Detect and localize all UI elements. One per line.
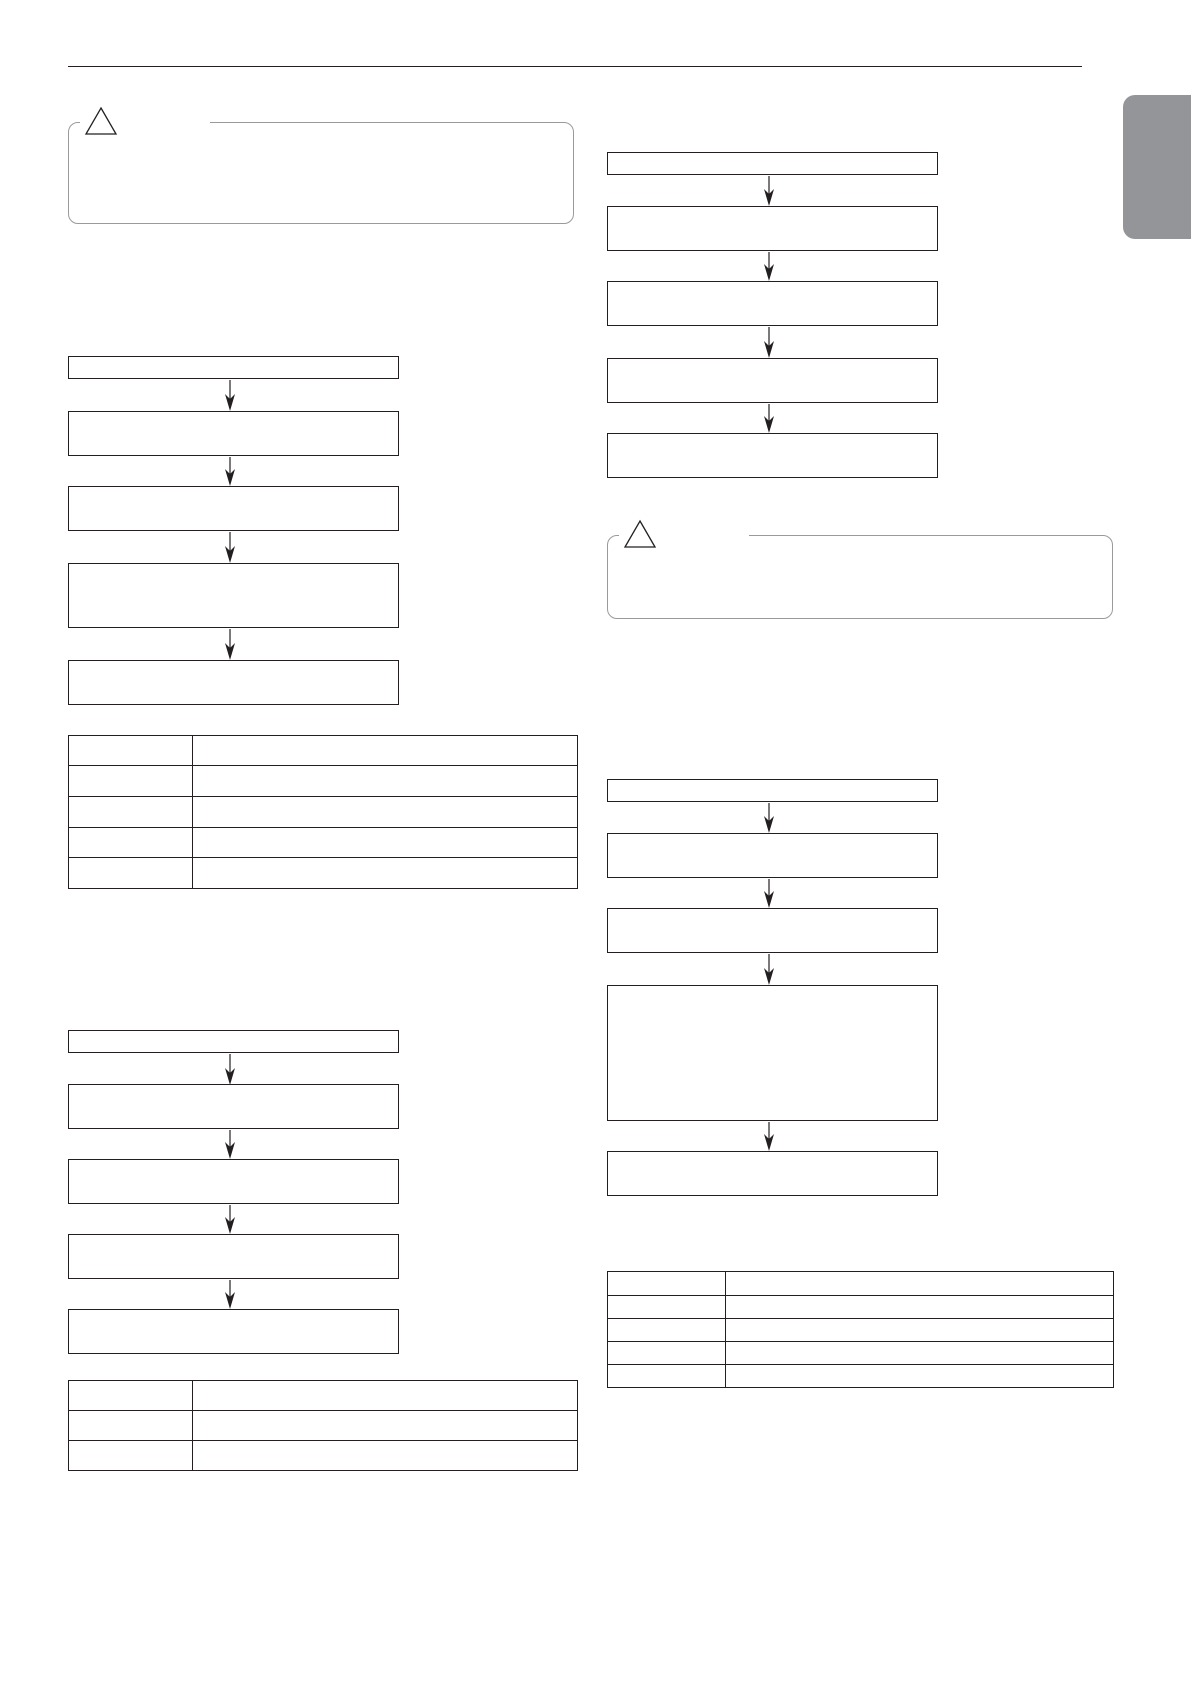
- table-cell: [69, 858, 193, 889]
- caution-callout-right-line: [751, 535, 1101, 536]
- arrow-down-icon: [223, 1280, 237, 1309]
- table-cell: [69, 1411, 193, 1441]
- flowchart-4-step-3-box: [607, 985, 938, 1121]
- table-cell: [608, 1342, 726, 1365]
- left-table-2: [68, 1380, 578, 1471]
- table-row: [69, 828, 578, 858]
- table-cell: [608, 1319, 726, 1342]
- arrow-down-icon: [223, 1054, 237, 1085]
- table-row: [69, 1441, 578, 1471]
- table-row: [69, 1381, 578, 1411]
- arrow-down-icon: [223, 1205, 237, 1234]
- flowchart-2-end-box: [68, 1309, 399, 1354]
- table-cell: [193, 858, 578, 889]
- warning-triangle-icon: [623, 519, 657, 549]
- arrow-down-icon: [223, 532, 237, 563]
- table-cell: [69, 1441, 193, 1471]
- arrow-down-icon: [223, 457, 237, 486]
- table-cell: [726, 1365, 1114, 1388]
- table-cell: [69, 828, 193, 858]
- flowchart-2-step-1-box: [68, 1084, 399, 1129]
- table-row: [69, 797, 578, 828]
- section-side-tab: [1123, 95, 1191, 239]
- flowchart-1-end-box: [68, 660, 399, 705]
- flowchart-4-start-box: [607, 779, 938, 802]
- caution-callout-right: [607, 535, 1113, 619]
- arrow-down-icon: [223, 629, 237, 660]
- table-cell: [193, 766, 578, 797]
- table-cell: [69, 797, 193, 828]
- table-cell: [193, 1381, 578, 1411]
- flowchart-1-step-2-box: [68, 486, 399, 531]
- arrow-down-icon: [223, 1130, 237, 1159]
- arrow-down-icon: [762, 252, 776, 281]
- table-cell: [193, 797, 578, 828]
- table-row: [608, 1296, 1114, 1319]
- table-row: [608, 1342, 1114, 1365]
- table-cell: [608, 1296, 726, 1319]
- arrow-down-icon: [762, 404, 776, 433]
- left-table-1: [68, 735, 578, 889]
- table-cell: [193, 736, 578, 766]
- warning-triangle-icon: [84, 106, 118, 136]
- arrow-down-icon: [223, 380, 237, 411]
- table-cell: [726, 1296, 1114, 1319]
- table-cell: [193, 1441, 578, 1471]
- right-table-1: [607, 1271, 1114, 1388]
- table-row: [608, 1365, 1114, 1388]
- flowchart-3-step-1-box: [607, 206, 938, 251]
- table-row: [69, 858, 578, 889]
- table-cell: [193, 1411, 578, 1441]
- table-cell: [726, 1319, 1114, 1342]
- table-cell: [608, 1272, 726, 1296]
- arrow-down-icon: [762, 803, 776, 833]
- table-cell: [69, 1381, 193, 1411]
- caution-callout-left-line: [212, 122, 512, 123]
- arrow-down-icon: [762, 176, 776, 206]
- flowchart-3-start-box: [607, 152, 938, 175]
- table-cell: [193, 828, 578, 858]
- arrow-down-icon: [762, 879, 776, 908]
- flowchart-4-step-1-box: [607, 833, 938, 878]
- table-row: [69, 766, 578, 797]
- flowchart-4-step-2-box: [607, 908, 938, 953]
- table-cell: [726, 1342, 1114, 1365]
- flowchart-2-start-box: [68, 1030, 399, 1053]
- table-row: [608, 1272, 1114, 1296]
- table-cell: [69, 736, 193, 766]
- table-row: [608, 1319, 1114, 1342]
- flowchart-3-end-box: [607, 433, 938, 478]
- table-row: [69, 1411, 578, 1441]
- flowchart-2-step-3-box: [68, 1234, 399, 1279]
- caution-callout-left: [68, 122, 574, 224]
- flowchart-3-step-2-box: [607, 281, 938, 326]
- flowchart-1-start-box: [68, 356, 399, 379]
- arrow-down-icon: [762, 327, 776, 358]
- arrow-down-icon: [762, 954, 776, 985]
- table-cell: [69, 766, 193, 797]
- table-cell: [608, 1365, 726, 1388]
- table-row: [69, 736, 578, 766]
- flowchart-2-step-2-box: [68, 1159, 399, 1204]
- flowchart-4-end-box: [607, 1151, 938, 1196]
- header-rule: [68, 66, 1082, 67]
- flowchart-3-step-3-box: [607, 358, 938, 403]
- arrow-down-icon: [762, 1122, 776, 1151]
- table-cell: [726, 1272, 1114, 1296]
- flowchart-1-step-1-box: [68, 411, 399, 456]
- flowchart-1-step-3-box: [68, 563, 399, 628]
